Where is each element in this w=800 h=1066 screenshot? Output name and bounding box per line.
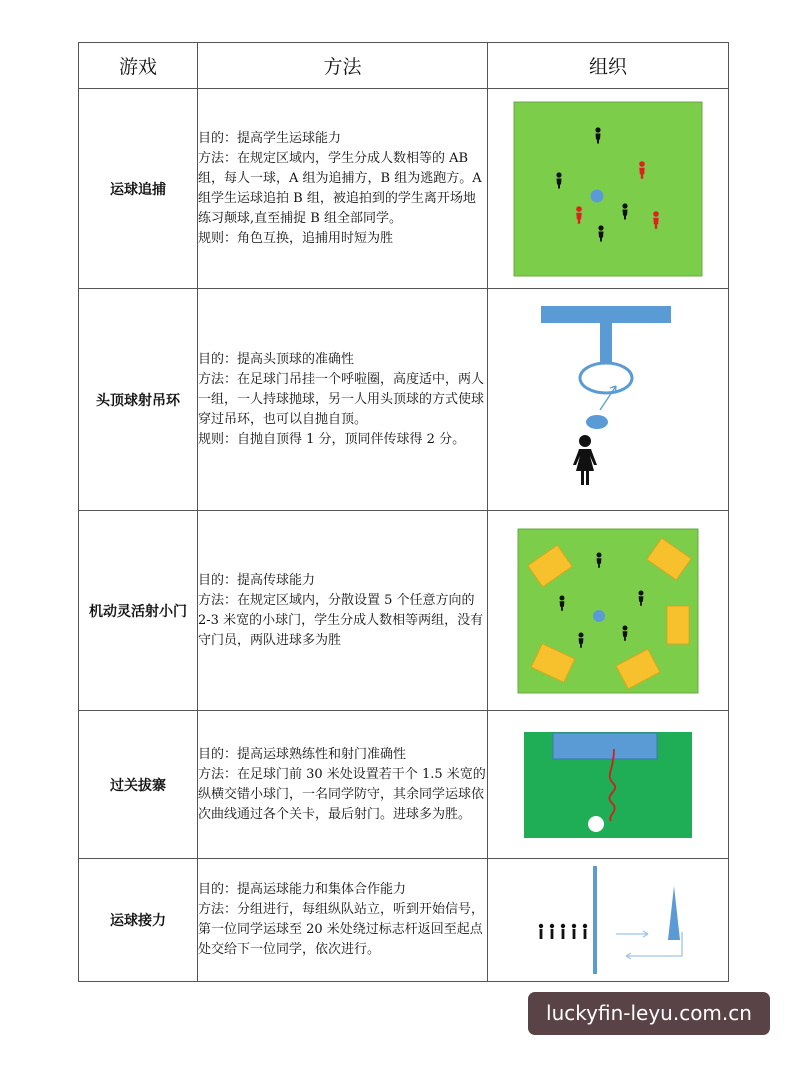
goal-text: 目的：提高头顶球的准确性 bbox=[198, 351, 355, 367]
table-row bbox=[79, 511, 729, 711]
method-cell bbox=[198, 711, 488, 859]
player-icon bbox=[572, 924, 576, 939]
mini-goal bbox=[667, 606, 689, 644]
method-cell bbox=[198, 89, 488, 289]
person-icon bbox=[573, 435, 597, 485]
mini-goals-diagram bbox=[517, 528, 699, 694]
table-row bbox=[79, 289, 729, 511]
method-cell bbox=[198, 511, 488, 711]
relay-diagram bbox=[508, 864, 708, 976]
player-icon bbox=[550, 924, 554, 939]
field bbox=[514, 102, 702, 276]
hoop-icon bbox=[580, 363, 632, 393]
ball-icon bbox=[586, 415, 608, 429]
organization-cell bbox=[488, 289, 729, 511]
method-text: 方法：在规定区域内，学生分成人数相等的 AB 组，每人一球，A 组为追捕方，B 组为逃跑方。A 组学生运球追拍 B 组，被追拍到的学生离开场地练习颠球,直至捕捉 B 组全部同学。 bbox=[198, 150, 482, 226]
goal-text: 目的：提高运球能力和集体合作能力 bbox=[198, 882, 407, 897]
organization-cell bbox=[488, 511, 729, 711]
goal-text: 目的：提高传球能力 bbox=[198, 572, 316, 588]
ball-icon bbox=[588, 816, 604, 832]
ball-icon bbox=[591, 189, 604, 202]
player-queue bbox=[539, 924, 587, 939]
goal-crossbar bbox=[541, 306, 671, 323]
dribble-chase-diagram bbox=[513, 101, 703, 277]
watermark-badge: luckyfin-leyu.com.cn bbox=[528, 992, 770, 1035]
method-cell bbox=[198, 289, 488, 511]
organization-cell bbox=[488, 89, 729, 289]
game-name: 过关拔寨 bbox=[79, 711, 198, 859]
hoop-rope bbox=[600, 323, 612, 363]
goal-text: 目的：提高学生运球能力 bbox=[198, 130, 342, 146]
ball-icon bbox=[593, 610, 605, 622]
table-row bbox=[79, 859, 729, 982]
header-hoop-diagram bbox=[528, 300, 688, 500]
rule-text: 规则：自抛自顶得 1 分，顶同伴传球得 2 分。 bbox=[198, 431, 466, 447]
table-header-row bbox=[79, 43, 729, 89]
method-text: 方法：分组进行，每组纵队站立，听到开始信号，第一位同学运球至 20 米处绕过标志杆返回至起点处交给下一位同学，依次进行。 bbox=[198, 902, 485, 957]
player-icon bbox=[583, 924, 587, 939]
method-cell bbox=[198, 859, 488, 982]
header-organization: 组织 bbox=[488, 43, 729, 89]
header-game: 游戏 bbox=[79, 43, 198, 89]
game-name: 机动灵活射小门 bbox=[79, 511, 198, 711]
organization-cell bbox=[488, 859, 729, 982]
game-name: 头顶球射吊环 bbox=[79, 289, 198, 511]
table-row bbox=[79, 711, 729, 859]
start-line bbox=[593, 866, 597, 974]
marker-pole-icon bbox=[668, 886, 680, 940]
goal-text: 目的：提高运球熟练性和射门准确性 bbox=[198, 746, 407, 762]
header-method: 方法 bbox=[198, 43, 488, 89]
goal bbox=[553, 733, 657, 759]
table-row bbox=[79, 89, 729, 289]
player-icon bbox=[561, 924, 565, 939]
ball-path-arrow bbox=[600, 386, 616, 410]
game-table bbox=[78, 42, 729, 982]
player-icon bbox=[539, 924, 543, 939]
obstacle-dribble-diagram bbox=[523, 731, 693, 839]
organization-cell bbox=[488, 711, 729, 859]
method-text: 方法：在足球门吊挂一个呼啦圈，高度适中，两人一组，一人持球抛球，另一人用头顶球的方式使球穿过吊环，也可以自抛自顶。 bbox=[198, 371, 485, 427]
method-text: 方法：在规定区域内，分散设置 5 个任意方向的 2-3 米宽的小球门，学生分成人数相等两组，没有守门员，两队进球多为胜 bbox=[198, 592, 484, 648]
method-text: 方法：在足球门前 30 米处设置若干个 1.5 米宽的纵横交错小球门，一名同学防守，其余同学运球依次曲线通过各个关卡，最后射门。进球多为胜。 bbox=[198, 766, 486, 822]
game-name: 运球追捕 bbox=[79, 89, 198, 289]
rule-text: 规则：角色互换，追捕用时短为胜 bbox=[198, 230, 394, 246]
game-name: 运球接力 bbox=[79, 859, 198, 982]
